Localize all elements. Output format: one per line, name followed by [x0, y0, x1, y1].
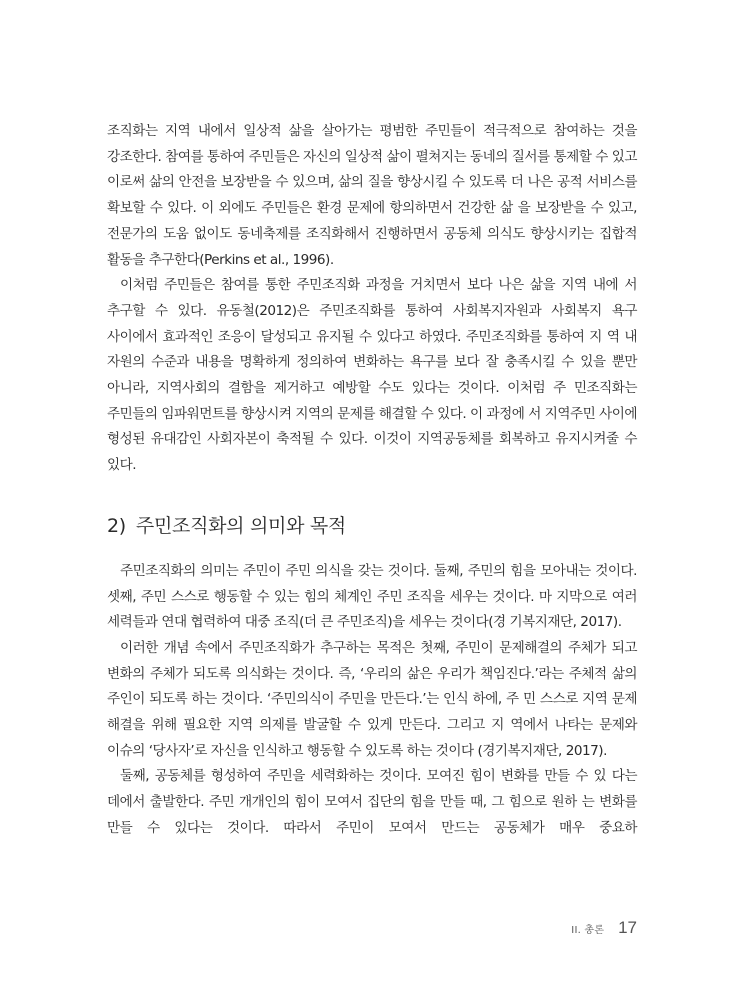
section-title: 주민조직화의 의미와 목적 [135, 514, 346, 537]
text-line: 지막으로 여러 세력들과 연대 협력하여 대중 조직(더 큰 주민조직)을 세우는 것이다(경 [107, 588, 637, 631]
text-line: 공적 서비스를 확보할 수 있다. 이 외에도 주민들은 환경 문제에 항의하면서 건강한 삶 [107, 174, 637, 217]
text-line: 있을 뿐만 아니라, 지역사회의 결함을 제거하고 예방할 수도 있다는 것이다. 이처럼 주 [107, 354, 637, 397]
text-line: 조직화는 지역 내에서 일상적 삶을 살아가는 평범한 주민들이 적극적으로 참여하는 것을 [107, 123, 637, 139]
text-line: 민조직화는 주민들의 임파워먼트를 향상시켜 지역의 문제를 해결할 수 있다. 이 과정에 [107, 380, 637, 422]
text-line: 서 지역주민 사이에 형성된 유대감인 사회자본이 축적될 수 있다. 이것이 지역공동체를 [107, 405, 637, 448]
text-line: 수 있고 이로써 삶의 안전을 보장받을 수 있으며, 삶의 질을 향상시킬 수 있도록 더 나은 [107, 148, 638, 191]
text-line: 사이에서 효과적인 조응이 달성되고 유지될 수 있다고 하였다. 주민조직화를 통하여 지 [107, 328, 602, 345]
page-number: 17 [618, 918, 637, 937]
text-line: 다는 데에서 출발한다. 주민 개개인의 힘이 모여서 집단의 힘을 만들 때, 그 힘으로 원하 [107, 768, 637, 811]
paragraph-4 [107, 636, 637, 765]
text-line: 둘째, 공동체를 형성하여 주민을 세력화하는 것이다. 모여진 힘이 변화를 만들 수 있 [120, 768, 607, 785]
document-body [107, 119, 637, 842]
paragraph-1 [107, 119, 637, 273]
page-footer [571, 918, 637, 938]
paragraph-3 [107, 559, 637, 636]
text-line: 민 스스로 지역 문제 해결을 위해 필요한 지역 의제를 발굴할 수 있게 만든다. 그리고 지 [107, 691, 637, 734]
text-line: 역에서 나타는 문제와 이슈의 ‘당사자’로 자신을 인식하고 행동할 수 있도록 하는 것이다 [107, 717, 637, 759]
section-heading [107, 512, 637, 540]
text-line: 이처럼 주민들은 참여를 통한 주민조직화 과정을 거치면서 보다 나은 삶을 지역 내에 [120, 277, 619, 294]
text-line: 의식도 향상시키는 집합적 활동을 추구한다(Perkins et al., 1996). [107, 225, 637, 268]
running-footer-section: II. 총론 [571, 925, 605, 936]
text-line: 기복지재단, 2017). [509, 614, 622, 631]
text-line: 역 내 자원의 수준과 내용을 명확하게 정의하여 변화하는 욕구를 보다 잘 충족시킬 수 [107, 328, 637, 371]
text-line: 이러한 개념 속에서 주민조직화가 추구하는 목적은 첫째, 주민이 문제해결의 주체가 [120, 639, 606, 656]
text-line: 주민조직화의 의미는 주민이 주민 의식을 갖는 것이다. 둘째, 주민의 힘을 모아내는 [120, 562, 591, 579]
text-line: 는 변화를 만들 수 있다는 것이다. 따라서 주민이 모여서 만드는 공동체가 매우 중요하 [107, 794, 637, 836]
text-line: 회복하고 유지시켜줄 수 있다. [107, 431, 637, 474]
section-number: 2) [107, 514, 126, 537]
text-line: 것이다. 셋째, 주민 스스로 행동할 수 있는 힘의 체계인 주민 조직을 세우는 것이다. 마 [107, 562, 637, 605]
text-line: 강조한다. 참여를 통하여 주민들은 자신의 일상적 삶이 펼쳐지는 동네의 질서를 통제할 [107, 148, 592, 165]
text-line: (경기복지재단, 2017). [477, 742, 607, 759]
paragraph-5 [107, 764, 637, 841]
paragraph-2 [107, 273, 637, 479]
text-line: 을 보장받을 수 있고, 전문가의 도움 없이도 동네축제를 조직화해서 진행하면서 공동체 [107, 200, 638, 242]
text-line: 되고 변화의 주체가 되도록 의식화는 것이다. 즉, ‘우리의 삶은 우리가 책임진다.’라는 [107, 639, 637, 682]
text-line: 서 추구할 수 있다. 유동철(2012)은 주민조직화를 통하여 사회복지자원과 사회복지 욕구 [107, 277, 637, 319]
text-line: 주체적 삶의 주인이 되도록 하는 것이다. ‘주민의식이 주민을 만든다.’는 인식 하에, 주 [107, 665, 637, 708]
